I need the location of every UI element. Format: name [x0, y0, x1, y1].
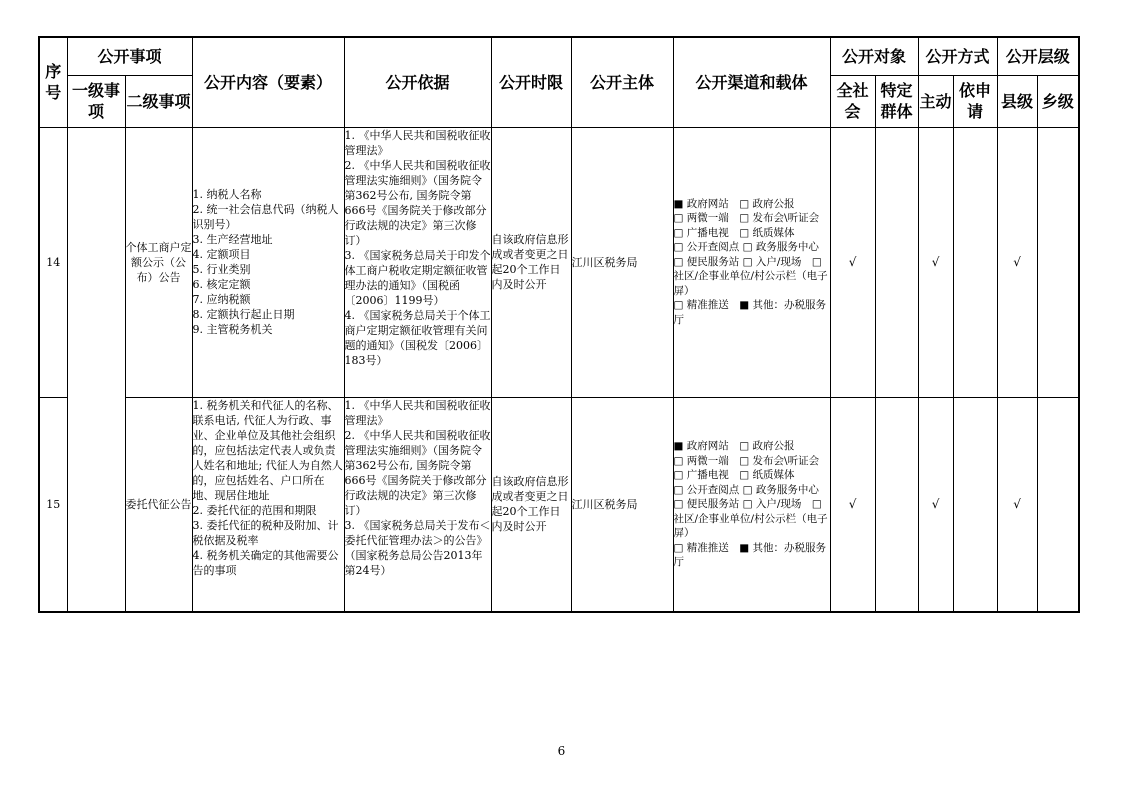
list-item: 2. 《中华人民共和国税收征收管理法实施细则》（国务院令第362号公布, 国务院令第666号《国务院关于修改部分行政法规的决定》第三次修订） [344, 158, 491, 247]
row-seq: 14 [39, 127, 67, 397]
header-specific-group: 特定群体 [875, 75, 918, 127]
list-item: □ 广播电视 □ 纸质媒体 [673, 226, 795, 239]
row-time-limit: 自该政府信息形成或者变更之日起20个工作日内及时公开 [491, 397, 571, 612]
header-township: 乡级 [1037, 75, 1079, 127]
header-level: 公开层级 [997, 37, 1079, 75]
row-subject: 江川区税务局 [571, 397, 673, 612]
table-row [39, 127, 1079, 397]
row-county: √ [997, 397, 1037, 612]
header-county: 县级 [997, 75, 1037, 127]
row-subject: 江川区税务局 [571, 127, 673, 397]
list-item: □ 广播电视 □ 纸质媒体 [673, 469, 795, 481]
list-item: 2. 委托代征的范围和期限 [192, 503, 317, 517]
table-row [39, 397, 1079, 612]
header-target: 公开对象 [830, 37, 918, 75]
list-item: □ 两微一端 □ 发布会\听证会 [673, 454, 820, 467]
header-on-request: 依申请 [953, 75, 997, 127]
row-township [1037, 127, 1079, 397]
row-on-request [953, 127, 997, 397]
list-item: 1. 税务机关和代征人的名称、联系电话, 代征人为行政、事业、企业单位及其他社会组织的，应包括法定代表人或负责人姓名和地址; 代征人为自然人的，应包括姓名、户口所在地、现居住地址 [192, 398, 343, 502]
header-subject: 公开主体 [571, 37, 673, 127]
header-level2: 二级事项 [125, 75, 192, 127]
row-channel [673, 397, 830, 612]
row-level1 [67, 127, 125, 612]
row-active: √ [918, 127, 953, 397]
list-item: 4. 税务机关确定的其他需要公告的事项 [192, 548, 339, 577]
row-content [192, 127, 344, 397]
list-item: 3. 《国家税务总局关于印发个体工商户税收定期定额征收管理办法的通知》（国税函〔2006〕1199号） [344, 248, 491, 307]
list-item: 8. 定额执行起止日期 [192, 308, 295, 321]
row-whole-society: √ [830, 397, 875, 612]
list-item: 1. 《中华人民共和国税收征收管理法》 [344, 128, 491, 157]
row-specific-group [875, 397, 918, 612]
header-seq: 序号 [39, 37, 67, 127]
list-item: 3. 《国家税务总局关于发布＜委托代征管理办法＞的公告》（国家税务总局公告2013年第24号） [344, 518, 491, 577]
header-content: 公开内容（要素） [192, 37, 344, 127]
header-basis: 公开依据 [344, 37, 491, 127]
header-whole-society: 全社会 [830, 75, 875, 127]
list-item: 1. 纳税人名称 [192, 188, 262, 201]
row-basis [344, 397, 491, 612]
list-item: 5. 行业类别 [192, 263, 251, 276]
row-active: √ [918, 397, 953, 612]
row-time-limit: 自该政府信息形成或者变更之日起20个工作日内及时公开 [491, 127, 571, 397]
header-level1: 一级事项 [67, 75, 125, 127]
list-item: 4. 定额项目 [192, 248, 251, 261]
list-item: □ 公开查阅点 □ 政务服务中心 □ 便民服务站 □ 入户/现场 □ 社区/企事业单位/村公示栏（电子屏） [673, 483, 828, 539]
row-seq: 15 [39, 397, 67, 612]
list-item: 3. 生产经营地址 [192, 233, 273, 246]
row-channel [673, 127, 830, 397]
row-county: √ [997, 127, 1037, 397]
list-item: ■ 政府网站 □ 政府公报 [673, 197, 795, 210]
header-time-limit: 公开时限 [491, 37, 571, 127]
row-content [192, 397, 344, 612]
header-active: 主动 [918, 75, 953, 127]
list-item: 1. 《中华人民共和国税收征收管理法》 [344, 398, 491, 427]
list-item: 3. 委托代征的税种及附加、计税依据及税率 [192, 518, 339, 547]
disclosure-table [38, 36, 1080, 613]
list-item: 6. 核定定额 [192, 278, 251, 291]
header-method: 公开方式 [918, 37, 997, 75]
list-item: □ 精准推送 ■ 其他：办税服务厅 [673, 299, 827, 326]
list-item: □ 两微一端 □ 发布会\听证会 [673, 212, 820, 225]
list-item: ■ 政府网站 □ 政府公报 [673, 440, 795, 452]
list-item: 4. 《国家税务总局关于个体工商户定期定额征收管理有关问题的通知》（国税发〔2006〕183号） [344, 308, 491, 367]
row-specific-group [875, 127, 918, 397]
list-item: 2. 统一社会信息代码（纳税人识别号） [192, 203, 339, 231]
row-whole-society: √ [830, 127, 875, 397]
list-item: □ 精准推送 ■ 其他：办税服务厅 [673, 541, 827, 568]
row-level2: 委托代征公告 [125, 397, 192, 612]
row-basis [344, 127, 491, 397]
list-item: 7. 应纳税额 [192, 293, 251, 306]
list-item: □ 公开查阅点 □ 政务服务中心 □ 便民服务站 □ 入户/现场 □ 社区/企事业单位/村公示栏（电子屏） [673, 241, 828, 297]
page-number: 6 [557, 744, 566, 758]
row-level2: 个体工商户定额公示（公布）公告 [125, 127, 192, 397]
row-township [1037, 397, 1079, 612]
list-item: 2. 《中华人民共和国税收征收管理法实施细则》（国务院令第362号公布, 国务院令第666号《国务院关于修改部分行政法规的决定》第三次修订） [344, 428, 491, 517]
list-item: 9. 主管税务机关 [192, 323, 273, 336]
row-on-request [953, 397, 997, 612]
header-channel: 公开渠道和载体 [673, 37, 830, 127]
header-matter: 公开事项 [67, 37, 192, 75]
